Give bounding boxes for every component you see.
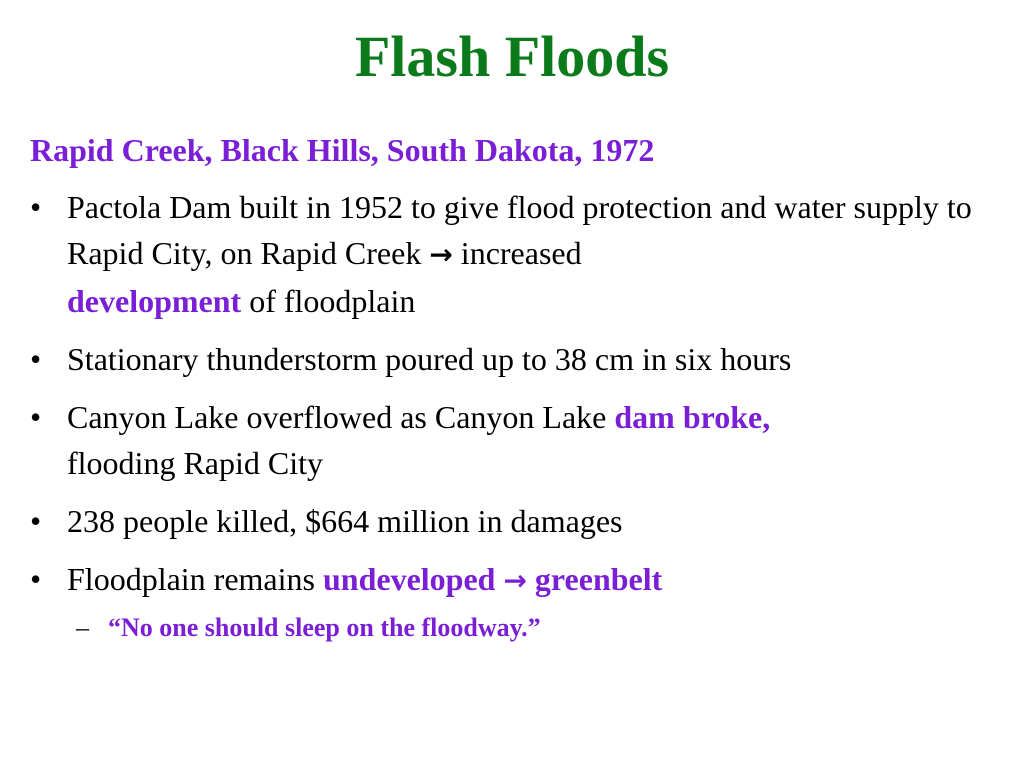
bullet-text: flooding Rapid City [67,445,323,481]
arrow-right-icon: → [503,564,527,597]
bullet-list [30,184,990,646]
bullet-text: Floodplain remains [67,561,315,597]
bullet-text: Stationary thunderstorm poured up to 38 cm in six hours [67,341,792,377]
slide-title: Flash Floods [354,24,670,89]
bullet-item-floodplain [30,556,990,604]
bullet-marker: • [30,189,42,225]
highlight-greenbelt: greenbelt [534,561,663,597]
bullet-marker: • [30,561,42,597]
bullet-text: of floodplain [249,283,416,319]
bullet-item-canyon-lake [30,394,990,486]
bullet-item-pactola-dam [30,184,990,324]
quote-text: “No one should sleep on the floodway.” [108,613,541,642]
arrow-right-icon: → [429,238,453,271]
bullet-item-thunderstorm [30,336,990,382]
bullet-text: increased [460,235,582,271]
bullet-marker: • [30,503,42,539]
slide-subtitle: Rapid Creek, Black Hills, South Dakota, 1972 [30,132,655,168]
highlight-development: development [67,283,242,319]
bullet-marker: • [30,399,42,435]
bullet-marker: • [30,341,42,377]
sub-bullet-quote [30,610,990,646]
highlight-undeveloped: undeveloped [322,561,496,597]
bullet-text: Canyon Lake overflowed as Canyon Lake [67,399,607,435]
highlight-dam-broke: dam broke, [614,399,771,435]
bullet-text: 238 people killed, $664 million in damages [67,503,623,539]
bullet-text: Pactola Dam built in 1952 to give flood protection and water supply to Rapid City, on Rapid Creek [67,189,972,271]
sub-bullet-marker: – [76,613,89,642]
bullet-item-casualties [30,498,990,544]
